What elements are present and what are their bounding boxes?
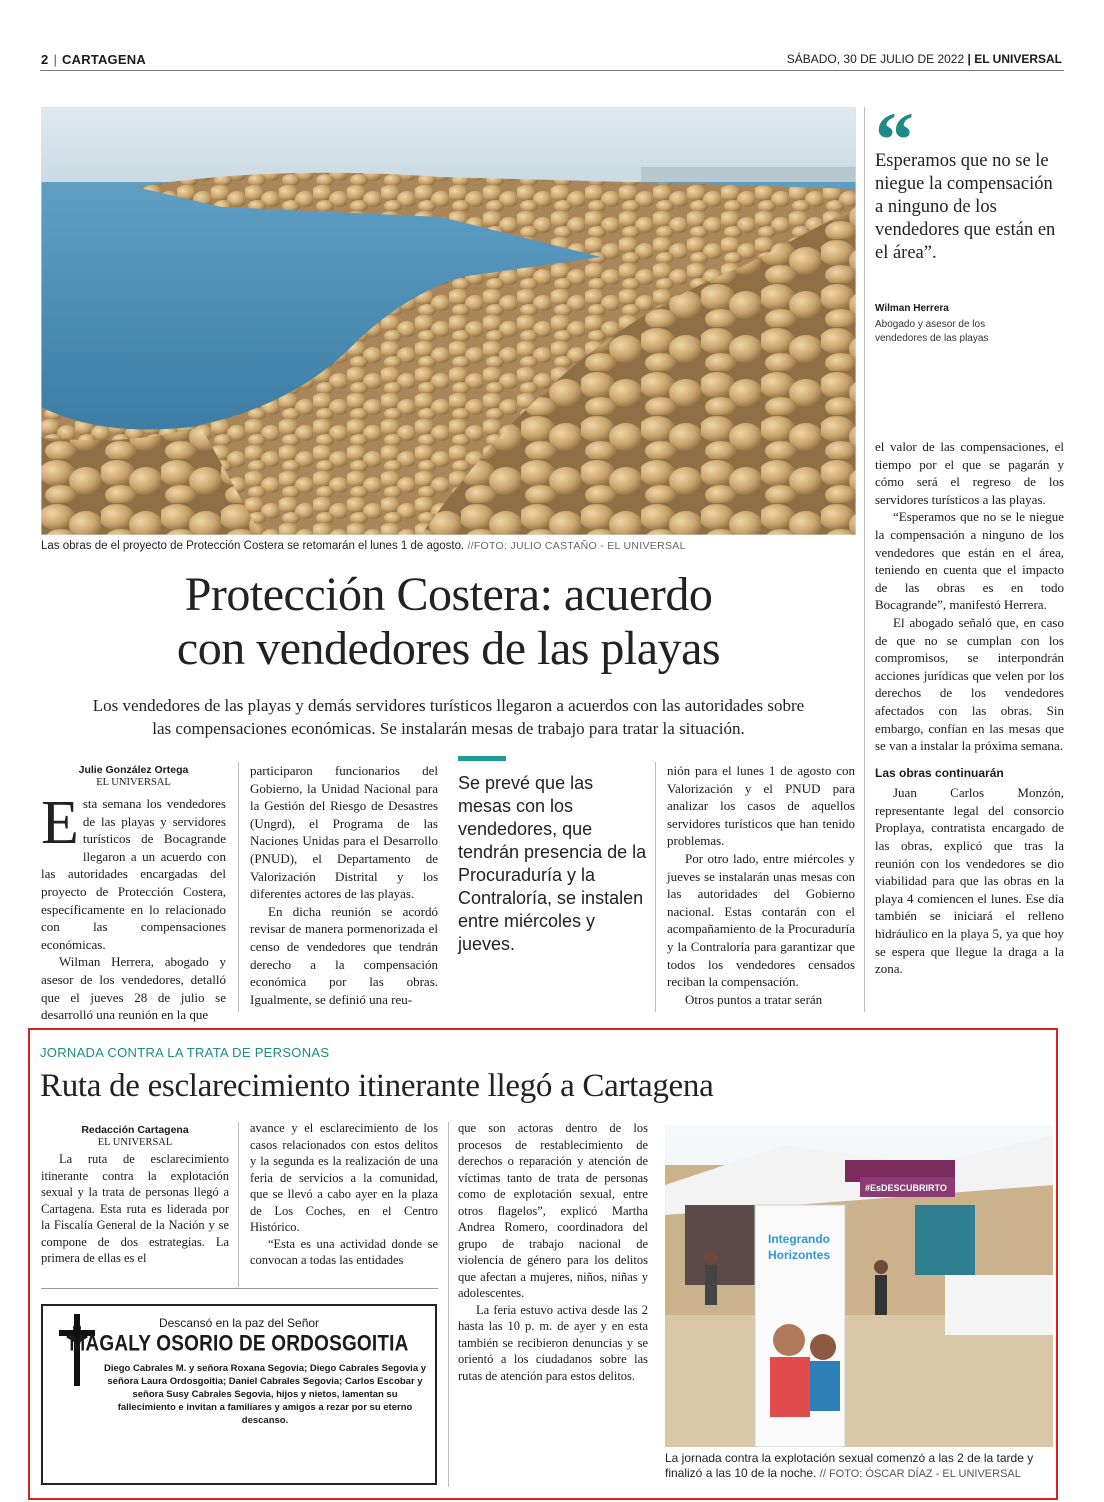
main-article-col1: Julie González Ortega EL UNIVERSAL Esta semana los vendedores de las playas y servidores turísticos de Bocagrande llegaron a un acuerdo con las autoridades encargadas del proyecto de Protección Costera, específicamente en lo relacionado con las compensaciones económicas. Wilman Herrera, abogado y asesor de los vendedores, detalló que el jueves 28 de julio se desarrolló una reunión en la que bbox=[41, 764, 226, 1023]
highlight-quote: Esperamos que no se le niegue la compensación a ninguno de los vendedores que están en el área”. bbox=[875, 151, 1056, 263]
photo-credit: // FOTO: ÓSCAR DÍAZ - EL UNIVERSAL bbox=[819, 1468, 1021, 1480]
byline bbox=[41, 1124, 229, 1149]
second-article-col1: Redacción Cartagena EL UNIVERSAL La ruta de esclarecimiento itinerante contra la explotación sexual y la trata de personas llegó a Cartagena. Esta ruta es liderada por la Fiscalía General de la Nación y se compone de dos estrategias. La primera de ellas es el bbox=[41, 1124, 229, 1265]
quote-mark-icon: “ bbox=[875, 96, 914, 183]
page-date-header: SÁBADO, 30 DE JULIO DE 2022 | EL UNIVERSAL bbox=[786, 52, 1062, 66]
author-org: EL UNIVERSAL bbox=[96, 777, 171, 788]
author-name: Julie González Ortega bbox=[78, 764, 189, 776]
obituary-family: Diego Cabrales M. y señora Roxana Segovia; Diego Cabrales Segovia y señora Laura Ordosgoitia; Daniel Cabrales Segovia; Carlos Escobar y señora Susy Cabrales Segovia, hijos y nietos, lamentan su fallecimiento e invitan a familiares y amigos a rezar por su eterno descanso. bbox=[103, 1363, 427, 1426]
author-org: EL UNIVERSAL bbox=[97, 1137, 173, 1148]
main-deck: Los vendedores de las playas y demás servidores turísticos llegaron a acuerdos con las autoridades sobre las compensaciones económicas. Se instalarán mesas de trabajo para tratar la situación. bbox=[92, 696, 805, 738]
obituary-name: MAGALY OSORIO DE ORDOSGOITIA bbox=[69, 1332, 409, 1357]
byline bbox=[41, 764, 226, 789]
second-article-headline: Ruta de esclarecimiento itinerante llegó a Cartagena bbox=[40, 1068, 714, 1104]
column-divider bbox=[238, 1122, 239, 1287]
photo-banner: #EsDESCUBRIRTO bbox=[865, 1183, 947, 1193]
coastal-rocks-photo bbox=[41, 107, 856, 535]
header-rule bbox=[40, 70, 1064, 71]
column-divider bbox=[864, 107, 865, 1012]
second-article-col3: que son actoras dentro de los procesos de restablecimiento de derechos o reparación y atención de víctimas tanto de trata de personas como de explotación sexual, entre otros flagelos”, explicó Martha Andrea Romero, coordinadora del grupo de trabajo nacional de violencia de género para los delitos que afectan a mujeres, niños, niñas y adolescentes. La feria estuvo activa desde las 2 hasta las 10 p. m. de ayer y en esta también se recibieron denuncias y se orientó a los ciudadanos sobre las rutas de atención para estos delitos. bbox=[458, 1121, 648, 1383]
page-section-header: 2 | CARTAGENA bbox=[41, 52, 146, 67]
main-photo-caption: Las obras de el proyecto de Protección Costera se retomarán el lunes 1 de agosto. //FOTO: JULIO CASTAÑO - EL UNIVERSAL bbox=[41, 540, 686, 552]
quote-author: Wilman Herrera bbox=[875, 303, 949, 314]
quote-author-role: Abogado y asesor de los vendedores de las playas bbox=[875, 319, 989, 344]
main-article-col5: el valor de las compensaciones, el tiempo por el que se pagarán y cómo será el regreso de los servidores turísticos a las playas. “Esperamos que no se le niegue la compensación a ninguno de los vendedores que están en el área, teniendo en cuenta que el impacto de las obras es en todo Bocagrande”, manifestó Herrera. El abogado señaló que, en caso de que no se cumplan con los compromisos, se interpondrán acciones jurídicas que velen por los derechos de los vendedores afectados con las obras. Sin embargo, confían en las mesas que se van a instalar la próxima semana. Las obras continuarán Juan Carlos Monzón, representante legal del consorcio Proplaya, contratista encargado de las obras, explicó que tras la reunión con los vendedores se dio viabilidad para que las obras en la playa 4 comiencen el lunes. Ese día también se iniciará el relleno hidráulico en la playa 5, ya que hoy se espera que llegue la draga a la zona. bbox=[875, 439, 1064, 977]
obituary-notice bbox=[41, 1304, 437, 1485]
column-divider bbox=[655, 762, 656, 1012]
author-name: Redacción Cartagena bbox=[81, 1124, 189, 1136]
column-divider bbox=[238, 762, 239, 1012]
pull-quote-accent bbox=[458, 756, 506, 761]
pull-quote: Se prevé que las mesas con los vendedores, que tendrán presencia de la Procuraduría y la Contraloría, se instalen entre miércoles y jueves. bbox=[458, 773, 647, 954]
fair-photo-caption: La jornada contra la explotación sexual comenzó a las 2 de la tarde y finalizó a las 10 de la noche. // FOTO: ÓSCAR DÍAZ - EL UNIVERSAL bbox=[665, 1451, 1034, 1480]
page-number: 2 bbox=[41, 52, 49, 67]
main-headline: Protección Costera: acuerdo con vendedores de las playas bbox=[176, 568, 721, 675]
second-article-col2: avance y el esclarecimiento de los casos relacionados con estos delitos y la segunda es la realización de una feria de servicios a la comunidad, que se llevó a cabo ayer en la plaza de Los Coches, en el Centro Histórico. “Esta es una actividad donde se convocan a todas las entidades bbox=[250, 1121, 438, 1267]
subhead: Las obras continuarán bbox=[875, 765, 1004, 780]
photo-sign-line2: Horizontes bbox=[768, 1248, 831, 1262]
dropcap: E bbox=[41, 789, 79, 857]
column-divider bbox=[448, 1122, 449, 1487]
issue-date: SÁBADO, 30 DE JULIO DE 2022 bbox=[786, 52, 965, 66]
main-article-col2: participaron funcionarios del Gobierno, la Unidad Nacional para la Gestión del Riesgo de Desastres (Ungrd), el Programa de las Naciones Unidas para el Desarrollo (PNUD), el Departamento de Valorización Distrital y los diferentes actores de las playas. En dicha reunión se acordó revisar de manera pormenorizada el censo de vendedores que tendrán derecho a la compensación económica por las obras. Igualmente, se definió una reu- bbox=[250, 763, 438, 1007]
photo-sign-line1: Integrando bbox=[768, 1232, 830, 1246]
obituary-intro: Descansó en la paz del Señor bbox=[158, 1316, 320, 1330]
section-name: CARTAGENA bbox=[62, 52, 146, 67]
section-rule bbox=[41, 1288, 438, 1289]
newspaper-name: EL UNIVERSAL bbox=[974, 52, 1062, 66]
second-article-kicker: JORNADA CONTRA LA TRATA DE PERSONAS bbox=[40, 1045, 330, 1060]
main-article-col4: nión para el lunes 1 de agosto con Valorización y el PNUD para analizar los casos de aquellos servidores turísticos que han tenido problemas. Por otro lado, entre miércoles y jueves se instalarán unas mesas con las autoridades del Gobierno nacional. Estas contarán con el acompañamiento de la Procuraduría y la Contraloría para garantizar que todos los vendedores censados reciban la compensación. Otros puntos a tratar serán bbox=[667, 763, 855, 1007]
fair-photo bbox=[665, 1125, 1053, 1447]
photo-credit: //FOTO: JULIO CASTAÑO - EL UNIVERSAL bbox=[467, 540, 686, 552]
